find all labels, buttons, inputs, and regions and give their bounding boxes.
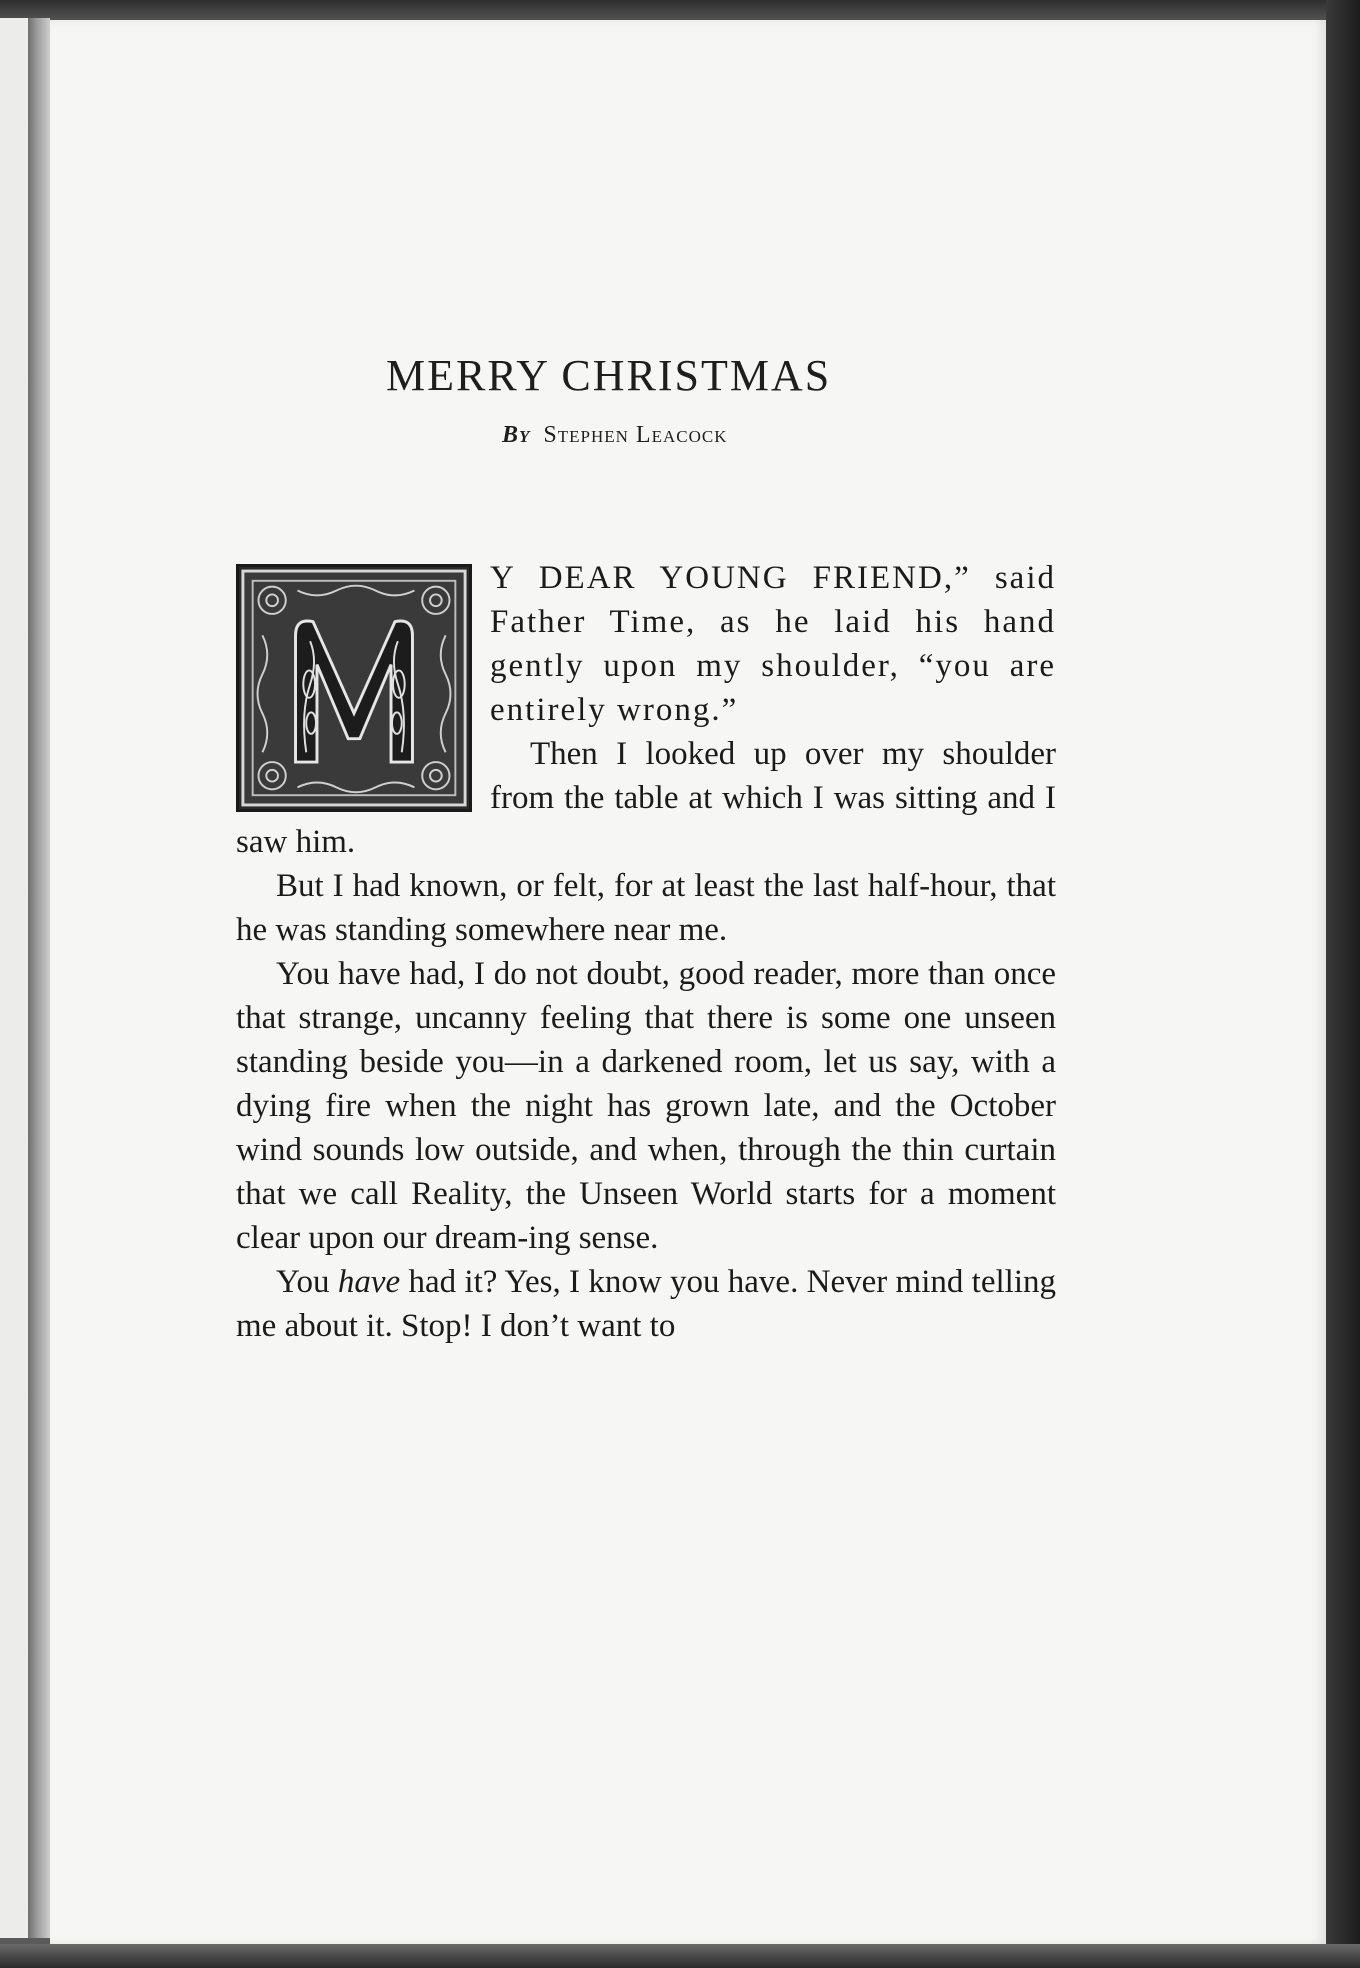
paragraph-3: But I had known, or felt, for at least the last half-hour, that he was standing somewhere near me. <box>236 868 1056 948</box>
decorated-initial-m-icon <box>236 564 472 812</box>
paragraph-1: Y DEAR YOUNG FRIEND,” said Father Time, as he laid his hand gently upon my shoulder, “you are entirely wrong.” <box>490 560 1056 728</box>
byline <box>502 422 902 449</box>
author-name: Stephen Leacock <box>543 422 728 448</box>
body-text <box>236 556 1056 1348</box>
book-gutter <box>28 18 50 1938</box>
paragraph-5: You have had it? Yes, I know you have. Never mind telling me about it. Stop! I don’t want to <box>236 1264 1057 1344</box>
paragraph-4: You have had, I do not doubt, good reader, more than once that strange, uncanny feeling that there is some one unseen standing beside you—in a darkened room, let us say, with a dying fire when the night has grown late, and the October wind sounds low outside, and when, through the thin curtain that we call Reality, the Unseen World starts for a moment clear upon our dream-ing sense. <box>236 956 1056 1256</box>
page-title: MERRY CHRISTMAS <box>386 351 832 400</box>
book-page <box>50 20 1326 1944</box>
scan-right-edge <box>1326 0 1360 1968</box>
scan-top-edge <box>0 0 1360 22</box>
emphasis-word: have <box>337 1264 401 1300</box>
ornament-icon <box>239 567 469 809</box>
paragraph-2: Then I looked up over my shoulder from the table at which I was sitting and I saw him. <box>236 736 1056 860</box>
byline-prefix: By <box>502 422 531 448</box>
scan-bottom-edge <box>0 1944 1360 1968</box>
left-page-edge <box>0 18 29 1938</box>
